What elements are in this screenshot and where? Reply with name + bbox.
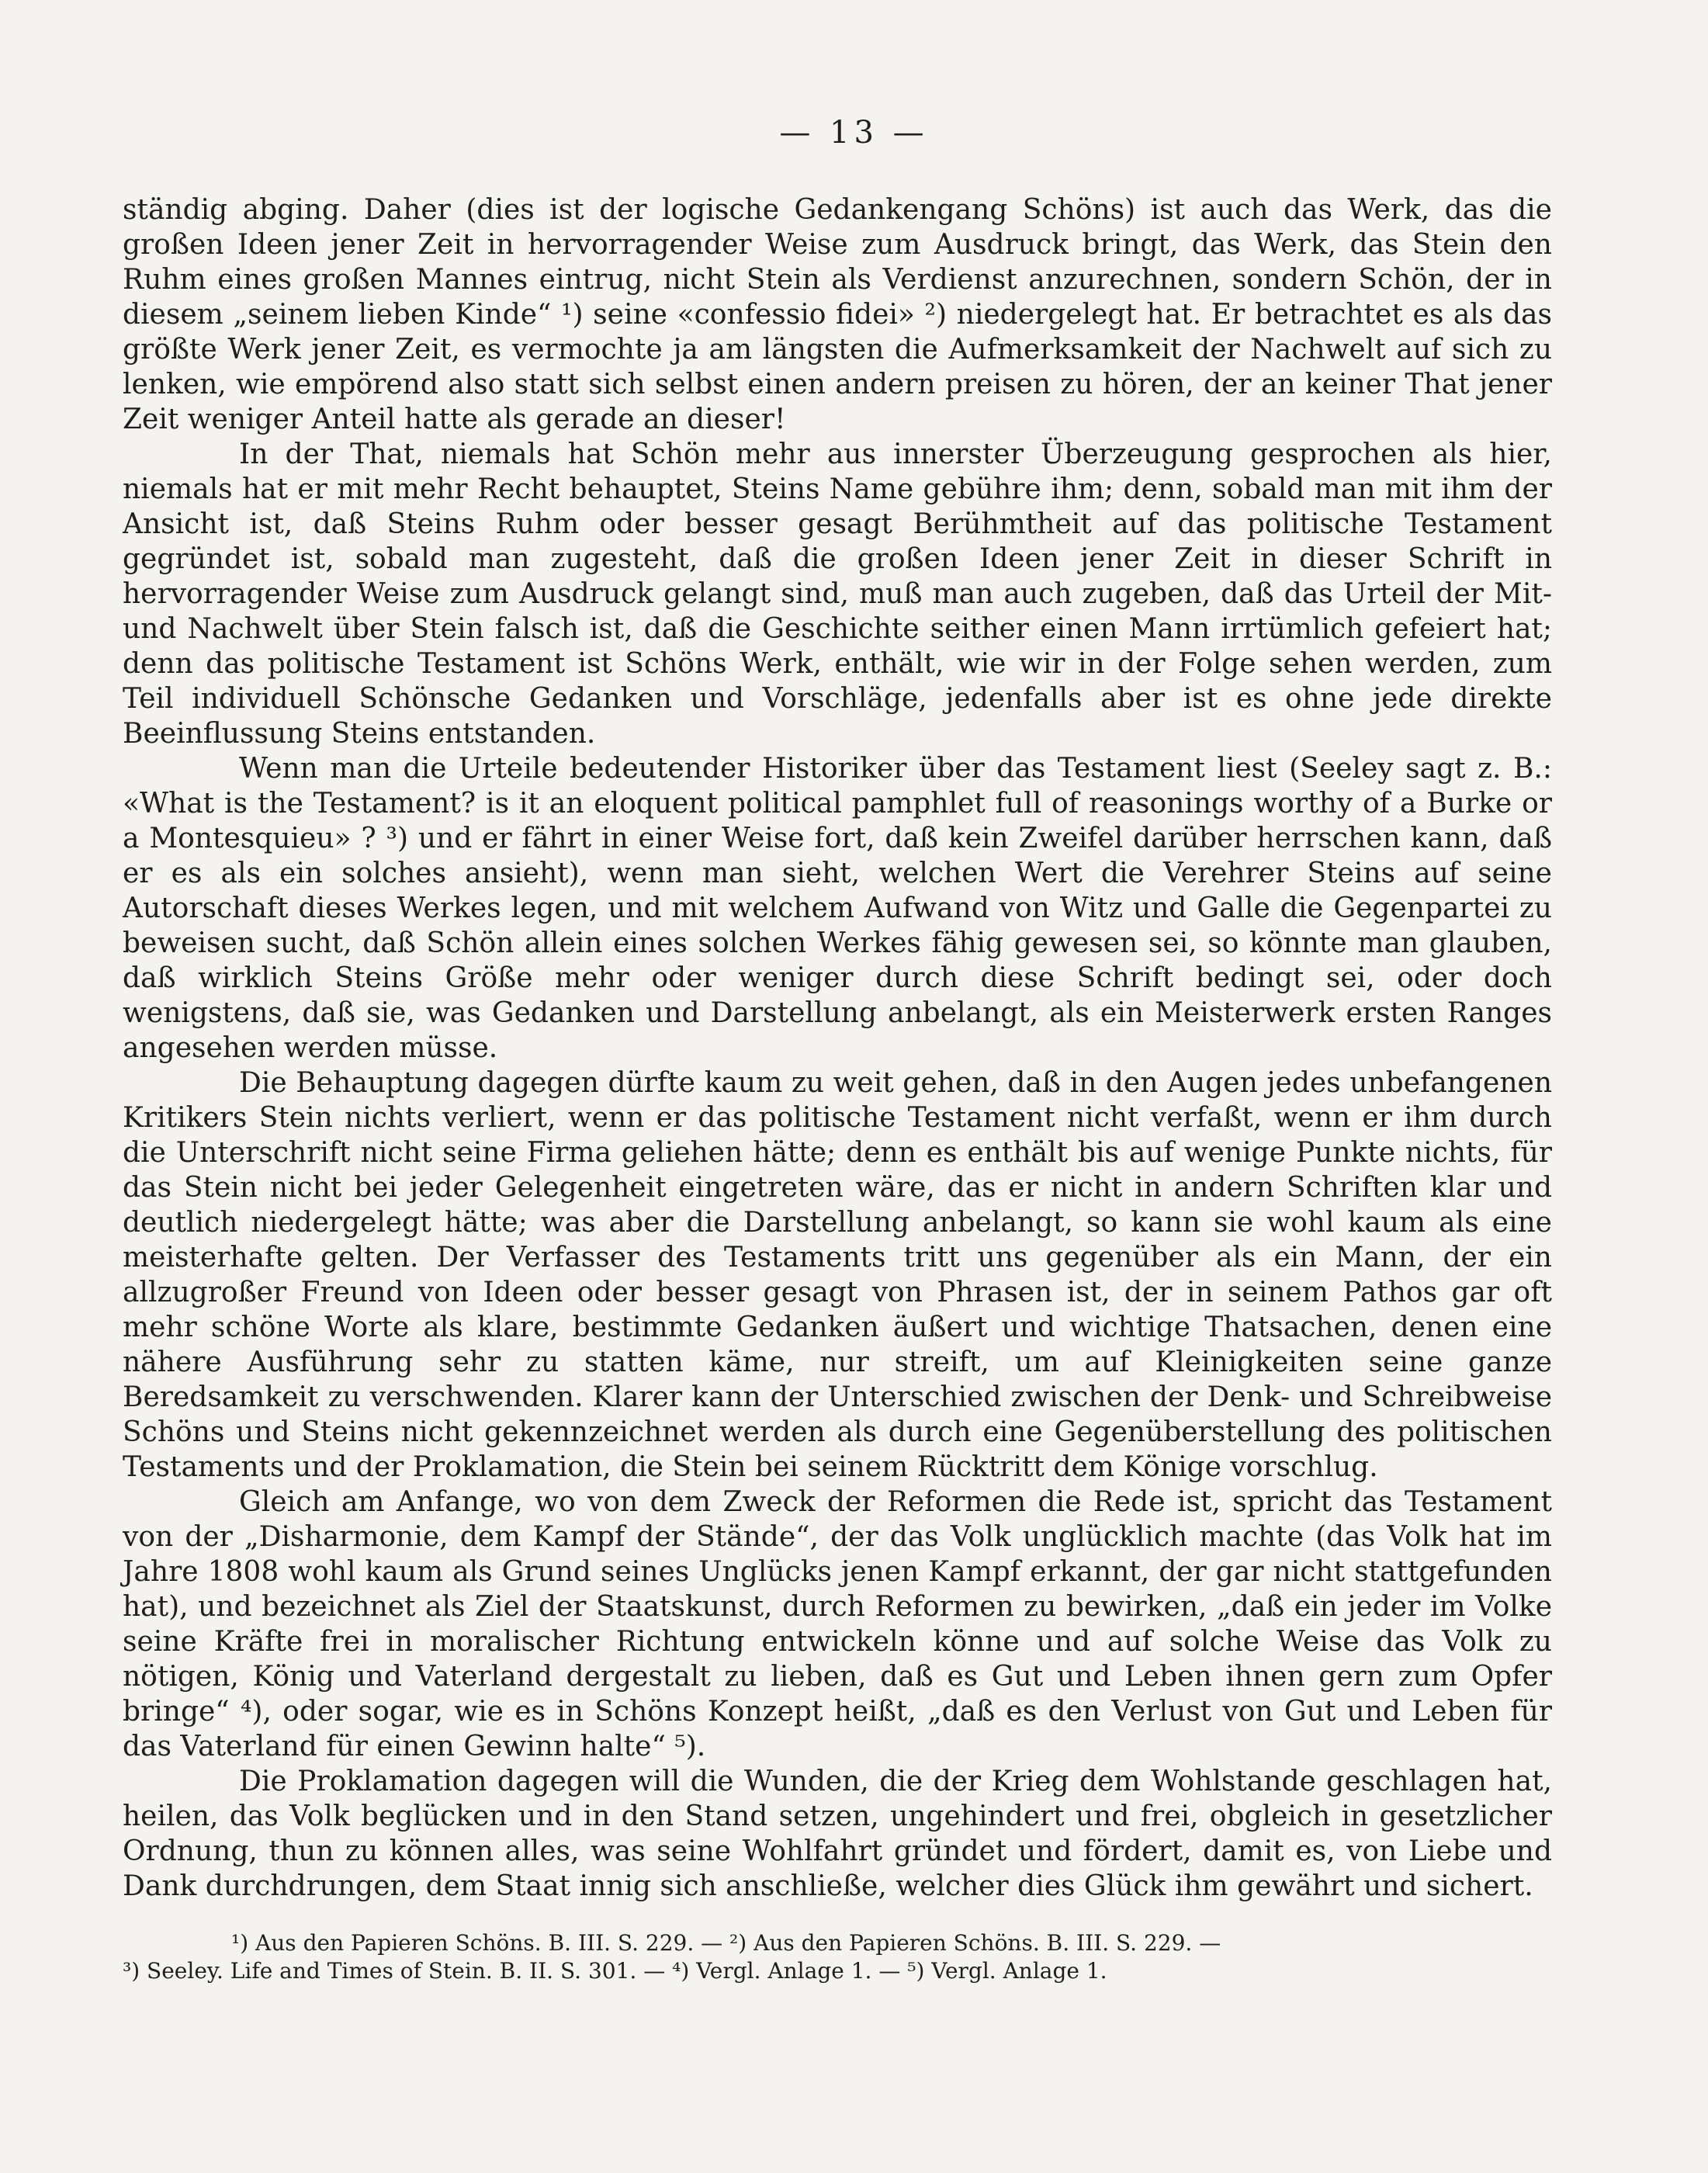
footnotes bbox=[123, 1929, 1552, 1985]
paragraph: Gleich am Anfange, wo von dem Zweck der Reformen die Rede ist, spricht das Testament von der „Disharmonie, dem Kampf der Stände“, der das Volk unglücklich machte (das Volk hat im Jahre 1808 wohl kaum als Grund seines Unglücks jenen Kampf erkannt, der gar nicht stattgefunden hat), und bezeichnet als Ziel der Staatskunst, durch Reformen zu bewirken, „daß ein jeder im Volke seine Kräfte frei in moralischer Richtung entwickeln könne und auf solche Weise das Volk zu nötigen, König und Vaterland dergestalt zu lieben, daß es Gut und Leben ihnen gern zum Opfer bringe“ ⁴), oder sogar, wie es in Schöns Konzept heißt, „daß es den Verlust von Gut und Leben für das Vaterland für einen Gewinn halte“ ⁵). bbox=[123, 1486, 1552, 1762]
footnote-line: ¹) Aus den Papieren Schöns. B. III. S. 229. — ²) Aus den Papieren Schöns. B. III. S. 229. — bbox=[231, 1930, 1221, 1956]
page-number: — 13 — bbox=[779, 115, 929, 151]
paragraph: Die Proklamation dagegen will die Wunden, die der Krieg dem Wohlstande geschlagen hat, heilen, das Volk beglücken und in den Stand setzen, ungehindert und frei, obgleich in gesetzlicher Ordnung, thun zu können alles, was seine Wohlfahrt gründet und fördert, damit es, von Liebe und Dank durchdrungen, dem Staat innig sich anschließe, welcher dies Glück ihm gewährt und sichert. bbox=[123, 1766, 1552, 1902]
paragraph: In der That, niemals hat Schön mehr aus innerster Überzeugung gesprochen als hier, niemals hat er mit mehr Recht behauptet, Steins Name gebühre ihm; denn, sobald man mit ihm der Ansicht ist, daß Steins Ruhm oder besser gesagt Berühmtheit auf das politische Testament gegründet ist, sobald man zugesteht, daß die großen Ideen jener Zeit in dieser Schrift in hervorragender Weise zum Ausdruck gelangt sind, muß man auch zugeben, daß das Urteil der Mit- und Nachwelt über Stein falsch ist, daß die Geschichte seither einen Mann irrtümlich gefeiert hat; denn das politische Testament ist Schöns Werk, enthält, wie wir in der Folge sehen werden, zum Teil individuell Schönsche Gedanken und Vorschläge, jedenfalls aber ist es ohne jede direkte Beeinflussung Steins entstanden. bbox=[123, 438, 1552, 750]
footnote-line: ³) Seeley. Life and Times of Stein. B. II. S. 301. — ⁴) Vergl. Anlage 1. — ⁵) Vergl. Anlage 1. bbox=[123, 1958, 1107, 1984]
paragraph: Wenn man die Urteile bedeutender Historiker über das Testament liest (Seeley sagt z. B.: «What is the Testament? is it an eloquent political pamphlet full of reasonings worthy of a Burke or a Montesquieu» ? ³) und er fährt in einer Weise fort, daß kein Zweifel darüber herrschen kann, daß er es als ein solches ansieht), wenn man sieht, welchen Wert die Verehrer Steins auf seine Autorschaft dieses Werkes legen, und mit welchem Aufwand von Witz und Galle die Gegenpartei zu beweisen sucht, daß Schön allein eines solchen Werkes fähig gewesen sei, so könnte man glauben, daß wirklich Steins Größe mehr oder weniger durch diese Schrift bedingt sei, oder doch wenigstens, daß sie, was Gedanken und Darstellung anbelangt, als ein Meisterwerk ersten Ranges angesehen werden müsse. bbox=[123, 753, 1552, 1064]
footnote-divider bbox=[123, 1923, 1552, 1924]
body-text bbox=[123, 192, 1552, 1904]
paragraph: Die Behauptung dagegen dürfte kaum zu weit gehen, daß in den Augen jedes unbefangenen Kritikers Stein nichts verliert, wenn er das politische Testament nicht verfaßt, wenn er ihm durch die Unterschrift nicht seine Firma geliehen hätte; denn es enthält bis auf wenige Punkte nichts, für das Stein nicht bei jeder Gelegenheit eingetreten wäre, das er nicht in andern Schriften klar und deutlich niedergelegt hätte; was aber die Darstellung anbelangt, so kann sie wohl kaum als eine meisterhafte gelten. Der Verfasser des Testaments tritt uns gegenüber als ein Mann, der ein allzugroßer Freund von Ideen oder besser gesagt von Phrasen ist, der in seinem Pathos gar oft mehr schöne Worte als klare, bestimmte Gedanken äußert und wichtige Thatsachen, denen eine nähere Ausführung sehr zu statten käme, nur streift, um auf Kleinigkeiten seine ganze Beredsamkeit zu verschwenden. Klarer kann der Unterschied zwischen der Denk- und Schreibweise Schöns und Steins nicht gekennzeichnet werden als durch eine Gegenüberstellung des politischen Testaments und der Proklamation, die Stein bei seinem Rücktritt dem Könige vorschlug. bbox=[123, 1067, 1552, 1483]
paragraph: ständig abging. Daher (dies ist der logische Gedankengang Schöns) ist auch das Werk, das die großen Ideen jener Zeit in hervorragender Weise zum Ausdruck bringt, das Werk, das Stein den Ruhm eines großen Mannes eintrug, nicht Stein als Verdienst anzurechnen, sondern Schön, der in diesem „seinem lieben Kinde“ ¹) seine «confessio fidei» ²) niedergelegt hat. Er betrachtet es als das größte Werk jener Zeit, es vermochte ja am längsten die Aufmerksamkeit der Nachwelt auf sich zu lenken, wie empörend also statt sich selbst einen andern preisen zu hören, der an keiner That jener Zeit weniger Anteil hatte als gerade an dieser! bbox=[123, 194, 1552, 435]
